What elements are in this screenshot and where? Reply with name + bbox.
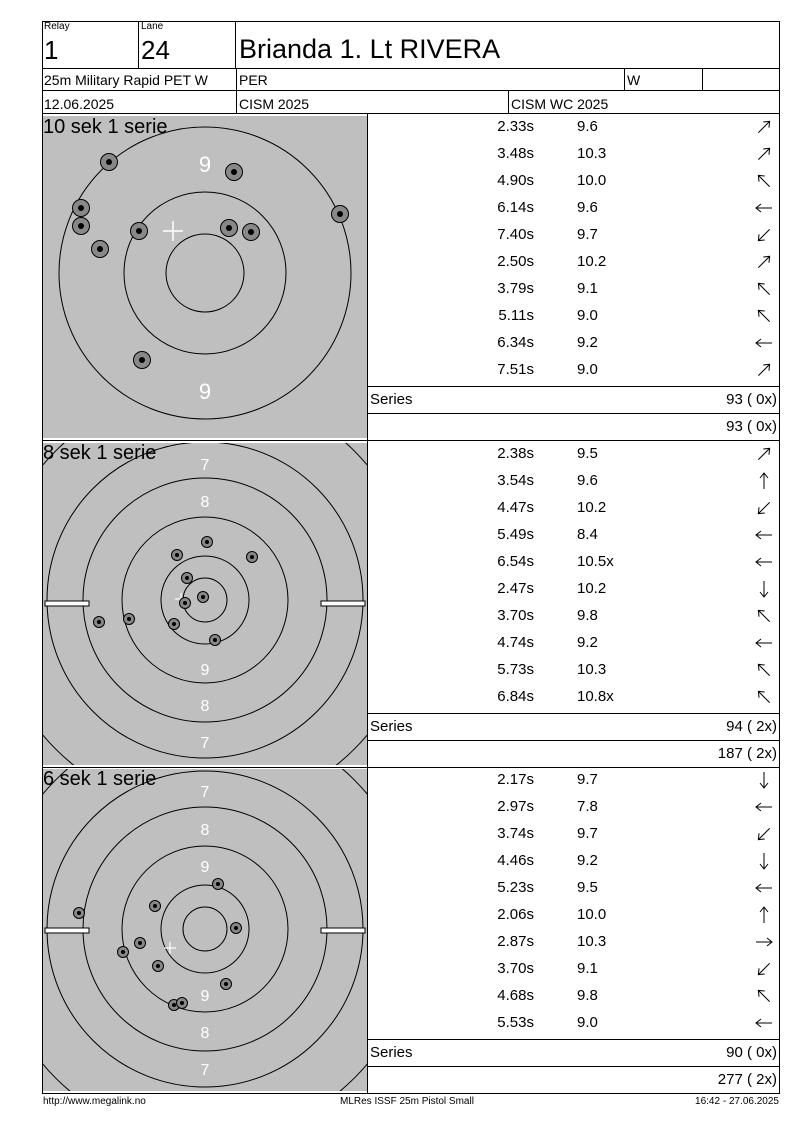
shot-score: 9.5 [577,879,598,896]
shot-time: 2.47s [497,580,534,597]
shot-row [368,603,780,630]
shot-score: 9.0 [577,1014,598,1031]
target-svg-stage-2 [43,443,367,765]
shot-score: 9.0 [577,361,598,378]
footer-timestamp: 16:42 - 27.06.2025 [695,1096,779,1107]
shot-row [368,468,780,495]
event-name: 25m Military Rapid PET W [44,72,208,88]
shot-score: 9.6 [577,199,598,216]
direction-arrow-icon [754,824,774,844]
shot-row [368,441,780,468]
gender: W [627,72,641,88]
divider [702,68,703,91]
shot-row [368,767,780,794]
target-svg-stage-1 [43,116,367,438]
direction-arrow-icon [754,333,774,353]
ring-label: 9 [200,662,210,679]
shot-score: 10.0 [577,906,607,923]
ring-label: 8 [200,698,210,715]
stage-title: 10 sek 1 serie [43,116,168,138]
series-label: Series [370,718,413,735]
shot-score: 8.4 [577,526,598,543]
shot-time: 6.84s [497,688,534,705]
shot-hole [118,947,129,958]
direction-arrow-icon [754,959,774,979]
ring-label: 7 [200,457,210,474]
stage-title: 6 sek 1 serie [43,768,157,790]
ring-label: 8 [200,1025,210,1042]
shot-hole [231,923,242,934]
direction-arrow-icon [754,797,774,817]
shot-list-stage-3 [368,767,780,1094]
shot-score: 10.3 [577,933,607,950]
shot-time: 5.11s [498,307,534,324]
shot-time: 2.17s [497,771,534,788]
shot-hole [221,220,238,237]
direction-arrow-icon [754,171,774,191]
shot-score: 7.8 [577,798,598,815]
direction-arrow-icon [754,606,774,626]
shot-hole [73,200,90,217]
shot-row [368,875,780,902]
shot-row [368,630,780,657]
shot-holes [94,537,258,646]
relay-label: Relay [44,21,70,32]
shot-score: 10.3 [577,661,607,678]
direction-arrow-icon [754,252,774,272]
shot-time: 6.34s [497,334,534,351]
nation-code: PER [239,72,268,88]
running-total: 93 ( 0x) [726,418,777,435]
shot-row [368,522,780,549]
shot-time: 5.23s [497,879,534,896]
shot-row [368,902,780,929]
shot-score: 9.7 [577,825,598,842]
shot-hole [243,224,260,241]
series-total-row [368,713,780,740]
series-total: 94 ( 2x) [726,718,777,735]
shot-time: 5.53s [497,1014,534,1031]
shot-hole [213,879,224,890]
lane-cell [139,21,236,69]
direction-arrow-icon [754,117,774,137]
shot-hole [221,979,232,990]
direction-arrow-icon [754,878,774,898]
date: 12.06.2025 [44,96,115,112]
ring-label: 7 [200,735,210,752]
shot-row [368,303,780,330]
direction-arrow-icon [754,471,774,491]
direction-arrow-icon [754,579,774,599]
shot-row [368,195,780,222]
shot-time: 3.70s [497,607,534,624]
shot-row [368,549,780,576]
series-label: Series [370,1044,413,1061]
series-total: 93 ( 0x) [726,391,777,408]
shot-time: 4.68s [497,987,534,1004]
footer-url: http://www.megalink.no [43,1096,146,1107]
shot-score: 10.0 [577,172,607,189]
series-total-row [368,1039,780,1066]
shot-time: 3.48s [497,145,534,162]
direction-arrow-icon [754,279,774,299]
shot-time: 2.50s [497,253,534,270]
shot-list-stage-2 [368,441,780,767]
series-total-row [368,386,780,413]
divider [624,68,625,91]
running-total: 277 ( 2x) [717,1071,777,1088]
shot-hole [177,998,188,1009]
direction-arrow-icon [754,498,774,518]
shot-time: 6.14s [497,199,534,216]
shot-hole [198,592,209,603]
shot-row [368,114,780,141]
shot-time: 2.06s [497,906,534,923]
series-total: 90 ( 0x) [726,1044,777,1061]
ring-label: 7 [200,1062,210,1079]
shot-score: 10.2 [577,580,607,597]
direction-arrow-icon [754,687,774,707]
direction-arrow-icon [754,552,774,572]
direction-arrow-icon [754,225,774,245]
direction-arrow-icon [754,851,774,871]
shot-holes [74,879,242,1011]
target-stage-2 [43,443,367,765]
shot-score: 9.2 [577,334,598,351]
shot-time: 7.40s [497,226,534,243]
match-name: CISM WC 2025 [511,96,609,112]
direction-arrow-icon [754,932,774,952]
shot-hole [332,206,349,223]
shot-row [368,821,780,848]
shot-row [368,794,780,821]
target-stage-3 [43,769,367,1091]
shot-score: 9.2 [577,634,598,651]
ring-label: 8 [200,494,210,511]
shot-hole [73,218,90,235]
divider [236,68,237,91]
shot-hole [226,164,243,181]
shot-hole [92,241,109,258]
direction-arrow-icon [754,633,774,653]
running-total-row [368,413,780,440]
shot-score: 10.3 [577,145,607,162]
shot-hole [124,614,135,625]
shot-score: 9.0 [577,307,598,324]
shot-time: 2.87s [497,933,534,950]
shot-hole [247,552,258,563]
series-label: Series [370,391,413,408]
shot-time: 5.49s [497,526,534,543]
shot-row [368,141,780,168]
shot-row [368,657,780,684]
shot-time: 3.70s [497,960,534,977]
direction-arrow-icon [754,198,774,218]
ring-label: 9 [200,859,210,876]
shot-hole [94,617,105,628]
shot-holes [73,154,349,369]
shot-time: 5.73s [497,661,534,678]
shot-score: 9.6 [577,472,598,489]
shot-row [368,330,780,357]
direction-arrow-icon [754,905,774,925]
direction-arrow-icon [754,360,774,380]
shot-hole [74,908,85,919]
running-total: 187 ( 2x) [717,745,777,762]
shot-time: 4.74s [497,634,534,651]
ring-label: 9 [200,988,210,1005]
shot-time: 6.54s [497,553,534,570]
shot-score: 10.5x [577,553,614,570]
shot-hole [182,573,193,584]
shot-score: 9.2 [577,852,598,869]
shot-row [368,983,780,1010]
shot-row [368,929,780,956]
shooter-name: Brianda 1. Lt RIVERA [239,34,501,64]
direction-arrow-icon [754,444,774,464]
direction-arrow-icon [754,1013,774,1033]
shot-hole [135,938,146,949]
shot-score: 9.1 [577,280,598,297]
shot-row [368,276,780,303]
ring-label: 8 [200,822,210,839]
shot-score: 10.8x [577,688,614,705]
shot-time: 4.46s [497,852,534,869]
ring-label: 9 [198,379,212,404]
shot-time: 4.90s [497,172,534,189]
lane-value: 24 [141,35,170,65]
shot-score: 9.8 [577,987,598,1004]
shot-hole [150,901,161,912]
relay-cell [42,21,139,69]
shot-score: 10.2 [577,253,607,270]
direction-arrow-icon [754,525,774,545]
shot-row [368,1010,780,1037]
shot-row [368,684,780,711]
shot-hole [180,598,191,609]
shot-score: 9.7 [577,771,598,788]
shot-row [368,357,780,384]
shot-time: 2.38s [497,445,534,462]
relay-value: 1 [44,35,59,65]
shot-row [368,222,780,249]
shot-row [368,168,780,195]
shot-score: 10.2 [577,499,607,516]
shot-hole [131,223,148,240]
target-stage-1 [43,116,367,438]
shot-time: 3.74s [497,825,534,842]
shot-time: 3.54s [497,472,534,489]
competition-name: CISM 2025 [239,96,310,112]
shot-hole [134,352,151,369]
direction-arrow-icon [754,660,774,680]
running-total-row [368,1066,780,1093]
ring-label: 9 [198,152,212,177]
direction-arrow-icon [754,306,774,326]
shot-row [368,576,780,603]
shot-score: 9.7 [577,226,598,243]
shot-score: 9.1 [577,960,598,977]
shot-time: 2.33s [497,118,534,135]
shot-time: 3.79s [497,280,534,297]
shot-hole [153,961,164,972]
direction-arrow-icon [754,986,774,1006]
shot-score: 9.8 [577,607,598,624]
divider [236,91,237,114]
shot-row [368,495,780,522]
shot-hole [202,537,213,548]
ring-label: 7 [200,784,210,801]
shot-hole [101,154,118,171]
shot-list-stage-1 [368,114,780,441]
shot-row [368,956,780,983]
shot-score: 9.5 [577,445,598,462]
lane-label: Lane [141,21,164,32]
shot-score: 9.6 [577,118,598,135]
divider [508,91,509,114]
target-svg-stage-3 [43,769,367,1091]
shot-hole [210,635,221,646]
direction-arrow-icon [754,144,774,164]
shot-row [368,249,780,276]
shot-time: 2.97s [497,798,534,815]
shot-hole [172,550,183,561]
shot-row [368,848,780,875]
stage-title: 8 sek 1 serie [43,442,157,464]
shot-hole [169,619,180,630]
running-total-row [368,740,780,767]
shot-time: 7.51s [497,361,534,378]
footer-software: MLRes ISSF 25m Pistol Small [340,1096,474,1107]
shot-time: 4.47s [497,499,534,516]
direction-arrow-icon [754,770,774,790]
